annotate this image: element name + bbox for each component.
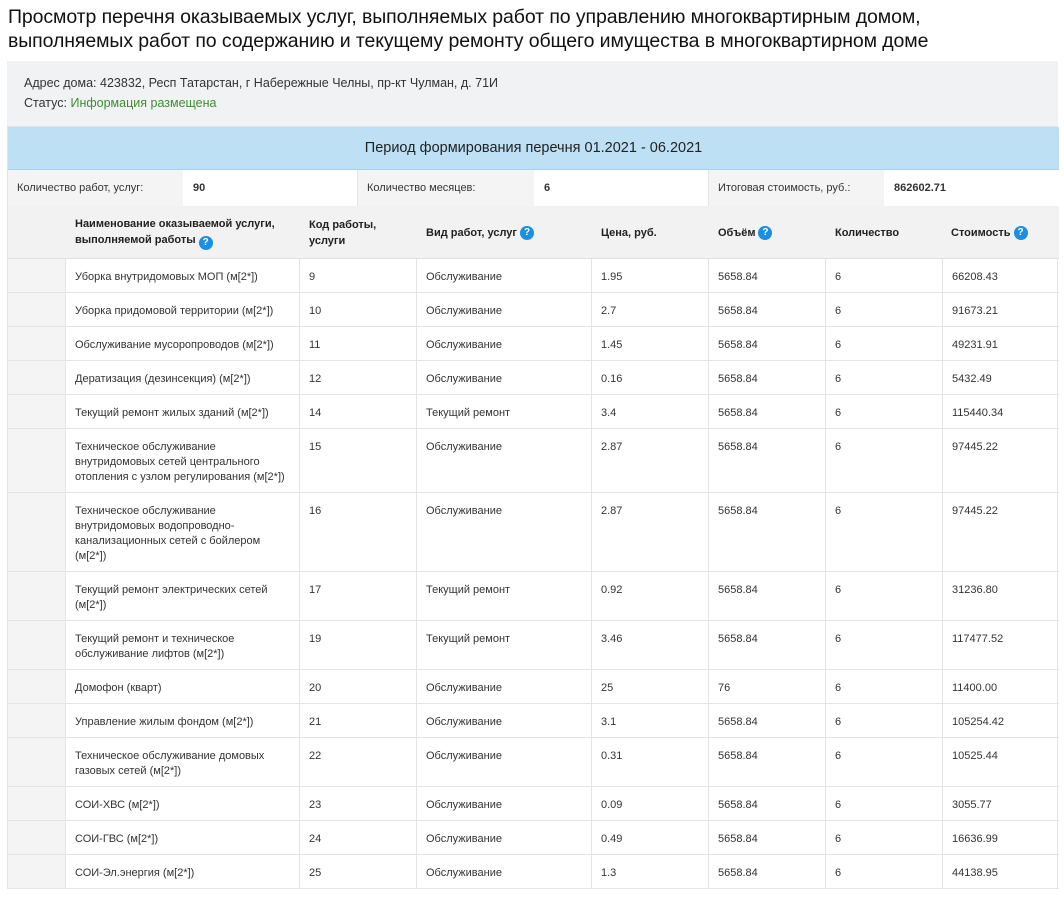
cell-volume: 5658.84	[708, 395, 825, 428]
row-gutter	[8, 738, 65, 786]
table-row	[8, 621, 1059, 670]
cell-name: Техническое обслуживание внутридомовых сетей центрального отопления с узлом регулирования (м[2*])	[65, 429, 299, 492]
cell-cost: 117477.52	[942, 621, 1059, 669]
column-header-price[interactable]	[601, 206, 711, 259]
cell-qty: 6	[825, 704, 942, 737]
cell-volume: 76	[708, 670, 825, 703]
cell-cost: 49231.91	[942, 327, 1059, 360]
question-circle-icon[interactable]: ?	[1014, 226, 1028, 240]
services-table-panel	[7, 126, 1058, 889]
cell-cost: 97445.22	[942, 493, 1059, 571]
cell-price: 3.46	[591, 621, 708, 669]
column-header-cost[interactable]	[951, 206, 1056, 259]
cell-cost: 11400.00	[942, 670, 1059, 703]
cell-price: 0.92	[591, 572, 708, 620]
cell-name: СОИ-Эл.энергия (м[2*])	[65, 855, 299, 888]
row-gutter	[8, 259, 65, 292]
cell-kind: Обслуживание	[416, 429, 591, 492]
row-gutter	[8, 327, 65, 360]
page-title	[8, 5, 1058, 53]
cell-kind: Текущий ремонт	[416, 395, 591, 428]
cell-volume: 5658.84	[708, 787, 825, 820]
row-gutter	[8, 395, 65, 428]
table-row	[8, 787, 1059, 821]
works-count-label: Количество работ, услуг:	[8, 170, 183, 206]
cell-price: 2.87	[591, 493, 708, 571]
cell-name: Домофон (кварт)	[65, 670, 299, 703]
column-header-qty-label: Количество	[835, 226, 900, 239]
table-row	[8, 704, 1059, 738]
cell-qty: 6	[825, 327, 942, 360]
cell-volume: 5658.84	[708, 259, 825, 292]
house-info-block	[7, 61, 1058, 126]
row-gutter	[8, 572, 65, 620]
cell-cost: 3055.77	[942, 787, 1059, 820]
cell-volume: 5658.84	[708, 621, 825, 669]
table-row	[8, 572, 1059, 621]
cell-price: 2.7	[591, 293, 708, 326]
table-row	[8, 855, 1059, 889]
row-gutter	[8, 670, 65, 703]
cell-code: 15	[299, 429, 416, 492]
cell-qty: 6	[825, 361, 942, 394]
cell-code: 23	[299, 787, 416, 820]
cell-kind: Обслуживание	[416, 787, 591, 820]
column-header-cost-label: Стоимость	[951, 226, 1011, 239]
cell-cost: 10525.44	[942, 738, 1059, 786]
cell-name: Текущий ремонт и техническое обслуживание лифтов (м[2*])	[65, 621, 299, 669]
cell-qty: 6	[825, 572, 942, 620]
cell-name: Текущий ремонт жилых зданий (м[2*])	[65, 395, 299, 428]
cell-volume: 5658.84	[708, 855, 825, 888]
cell-qty: 6	[825, 787, 942, 820]
cell-cost: 115440.34	[942, 395, 1059, 428]
cell-kind: Обслуживание	[416, 493, 591, 571]
question-circle-icon[interactable]: ?	[199, 236, 213, 250]
cell-code: 16	[299, 493, 416, 571]
cell-name: Дератизация (дезинсекция) (м[2*])	[65, 361, 299, 394]
table-row	[8, 429, 1059, 493]
cell-price: 1.95	[591, 259, 708, 292]
cell-cost: 5432.49	[942, 361, 1059, 394]
status-label: Статус:	[24, 96, 67, 110]
cell-kind: Обслуживание	[416, 855, 591, 888]
row-gutter	[8, 429, 65, 492]
cell-name: СОИ-ГВС (м[2*])	[65, 821, 299, 854]
cell-code: 11	[299, 327, 416, 360]
cell-volume: 5658.84	[708, 704, 825, 737]
cell-code: 14	[299, 395, 416, 428]
cell-price: 0.09	[591, 787, 708, 820]
page-title-line-1: Просмотр перечня оказываемых услуг, выполняемых работ по управлению многоквартирным домом,	[8, 6, 921, 28]
table-row	[8, 821, 1059, 855]
table-row	[8, 395, 1059, 429]
cell-volume: 5658.84	[708, 429, 825, 492]
table-row	[8, 259, 1059, 293]
table-row	[8, 738, 1059, 787]
works-count-value: 90	[183, 170, 358, 206]
cell-price: 1.3	[591, 855, 708, 888]
row-gutter	[8, 787, 65, 820]
column-header-qty[interactable]	[835, 206, 945, 259]
cell-price: 3.1	[591, 704, 708, 737]
cell-cost: 91673.21	[942, 293, 1059, 326]
cell-code: 24	[299, 821, 416, 854]
column-header-price-label: Цена, руб.	[601, 226, 657, 239]
cell-qty: 6	[825, 670, 942, 703]
cell-qty: 6	[825, 738, 942, 786]
status-value: Информация размещена	[70, 96, 217, 110]
total-cost-label: Итоговая стоимость, руб.:	[709, 170, 884, 206]
cell-volume: 5658.84	[708, 572, 825, 620]
row-gutter	[8, 704, 65, 737]
row-gutter	[8, 361, 65, 394]
row-gutter	[8, 621, 65, 669]
address-label: Адрес дома:	[24, 76, 97, 90]
cell-name: Уборка внутридомовых МОП (м[2*])	[65, 259, 299, 292]
cell-kind: Обслуживание	[416, 327, 591, 360]
cell-volume: 5658.84	[708, 361, 825, 394]
cell-cost: 66208.43	[942, 259, 1059, 292]
column-header-kind-label: Вид работ, услуг	[426, 226, 517, 239]
row-gutter	[8, 293, 65, 326]
address-value: 423832, Респ Татарстан, г Набережные Челны, пр-кт Чулман, д. 71И	[100, 76, 499, 90]
cell-code: 9	[299, 259, 416, 292]
cell-kind: Текущий ремонт	[416, 572, 591, 620]
summary-row	[8, 170, 1059, 206]
cell-qty: 6	[825, 621, 942, 669]
cell-code: 10	[299, 293, 416, 326]
status-line	[24, 96, 216, 110]
cell-code: 25	[299, 855, 416, 888]
address-line	[24, 76, 498, 90]
cell-kind: Обслуживание	[416, 293, 591, 326]
cell-kind: Обслуживание	[416, 670, 591, 703]
cell-name: Обслуживание мусоропроводов (м[2*])	[65, 327, 299, 360]
column-header-name[interactable]	[75, 206, 300, 259]
cell-price: 2.87	[591, 429, 708, 492]
cell-name: Техническое обслуживание домовых газовых сетей (м[2*])	[65, 738, 299, 786]
page-title-line-2: выполняемых работ по содержанию и текущему ремонту общего имущества в многоквартирном доме	[8, 30, 929, 52]
cell-volume: 5658.84	[708, 327, 825, 360]
row-gutter	[8, 855, 65, 888]
cell-name: Текущий ремонт электрических сетей (м[2*])	[65, 572, 299, 620]
cell-code: 21	[299, 704, 416, 737]
column-header-volume-label: Объём	[718, 226, 756, 239]
cell-code: 12	[299, 361, 416, 394]
cell-price: 25	[591, 670, 708, 703]
cell-qty: 6	[825, 429, 942, 492]
cell-name: Управление жилым фондом (м[2*])	[65, 704, 299, 737]
cell-kind: Обслуживание	[416, 361, 591, 394]
table-row	[8, 293, 1059, 327]
cell-code: 22	[299, 738, 416, 786]
cell-name: СОИ-ХВС (м[2*])	[65, 787, 299, 820]
months-count-value: 6	[534, 170, 709, 206]
cell-price: 3.4	[591, 395, 708, 428]
cell-volume: 5658.84	[708, 493, 825, 571]
column-header-name-label: Наименование оказываемой услуги, выполняемой работы	[75, 217, 275, 246]
cell-volume: 5658.84	[708, 738, 825, 786]
table-row	[8, 493, 1059, 572]
cell-price: 0.49	[591, 821, 708, 854]
cell-code: 19	[299, 621, 416, 669]
table-row	[8, 670, 1059, 704]
row-gutter	[8, 821, 65, 854]
cell-qty: 6	[825, 259, 942, 292]
cell-price: 1.45	[591, 327, 708, 360]
table-header	[8, 206, 1059, 259]
cell-volume: 5658.84	[708, 293, 825, 326]
cell-qty: 6	[825, 493, 942, 571]
table-row	[8, 327, 1059, 361]
cell-kind: Обслуживание	[416, 738, 591, 786]
period-header: Период формирования перечня 01.2021 - 06.2021	[8, 127, 1059, 170]
table-row	[8, 361, 1059, 395]
column-header-code[interactable]	[309, 206, 409, 259]
cell-cost: 44138.95	[942, 855, 1059, 888]
question-circle-icon[interactable]: ?	[520, 226, 534, 240]
column-header-kind[interactable]	[426, 206, 596, 259]
cell-kind: Текущий ремонт	[416, 621, 591, 669]
cell-qty: 6	[825, 293, 942, 326]
cell-cost: 16636.99	[942, 821, 1059, 854]
cell-price: 0.16	[591, 361, 708, 394]
cell-volume: 5658.84	[708, 821, 825, 854]
cell-qty: 6	[825, 395, 942, 428]
cell-code: 20	[299, 670, 416, 703]
cell-name: Техническое обслуживание внутридомовых водопроводно-канализационных сетей с бойлером (м[2*])	[65, 493, 299, 571]
cell-qty: 6	[825, 821, 942, 854]
cell-kind: Обслуживание	[416, 704, 591, 737]
cell-code: 17	[299, 572, 416, 620]
months-count-label: Количество месяцев:	[358, 170, 534, 206]
total-cost-value: 862602.71	[884, 170, 1059, 206]
cell-cost: 97445.22	[942, 429, 1059, 492]
column-header-code-label: Код работы, услуги	[309, 218, 377, 247]
cell-name: Уборка придомовой территории (м[2*])	[65, 293, 299, 326]
cell-kind: Обслуживание	[416, 259, 591, 292]
cell-qty: 6	[825, 855, 942, 888]
question-circle-icon[interactable]: ?	[758, 226, 772, 240]
cell-cost: 105254.42	[942, 704, 1059, 737]
cell-price: 0.31	[591, 738, 708, 786]
cell-kind: Обслуживание	[416, 821, 591, 854]
row-gutter	[8, 493, 65, 571]
column-header-volume[interactable]	[718, 206, 828, 259]
cell-cost: 31236.80	[942, 572, 1059, 620]
